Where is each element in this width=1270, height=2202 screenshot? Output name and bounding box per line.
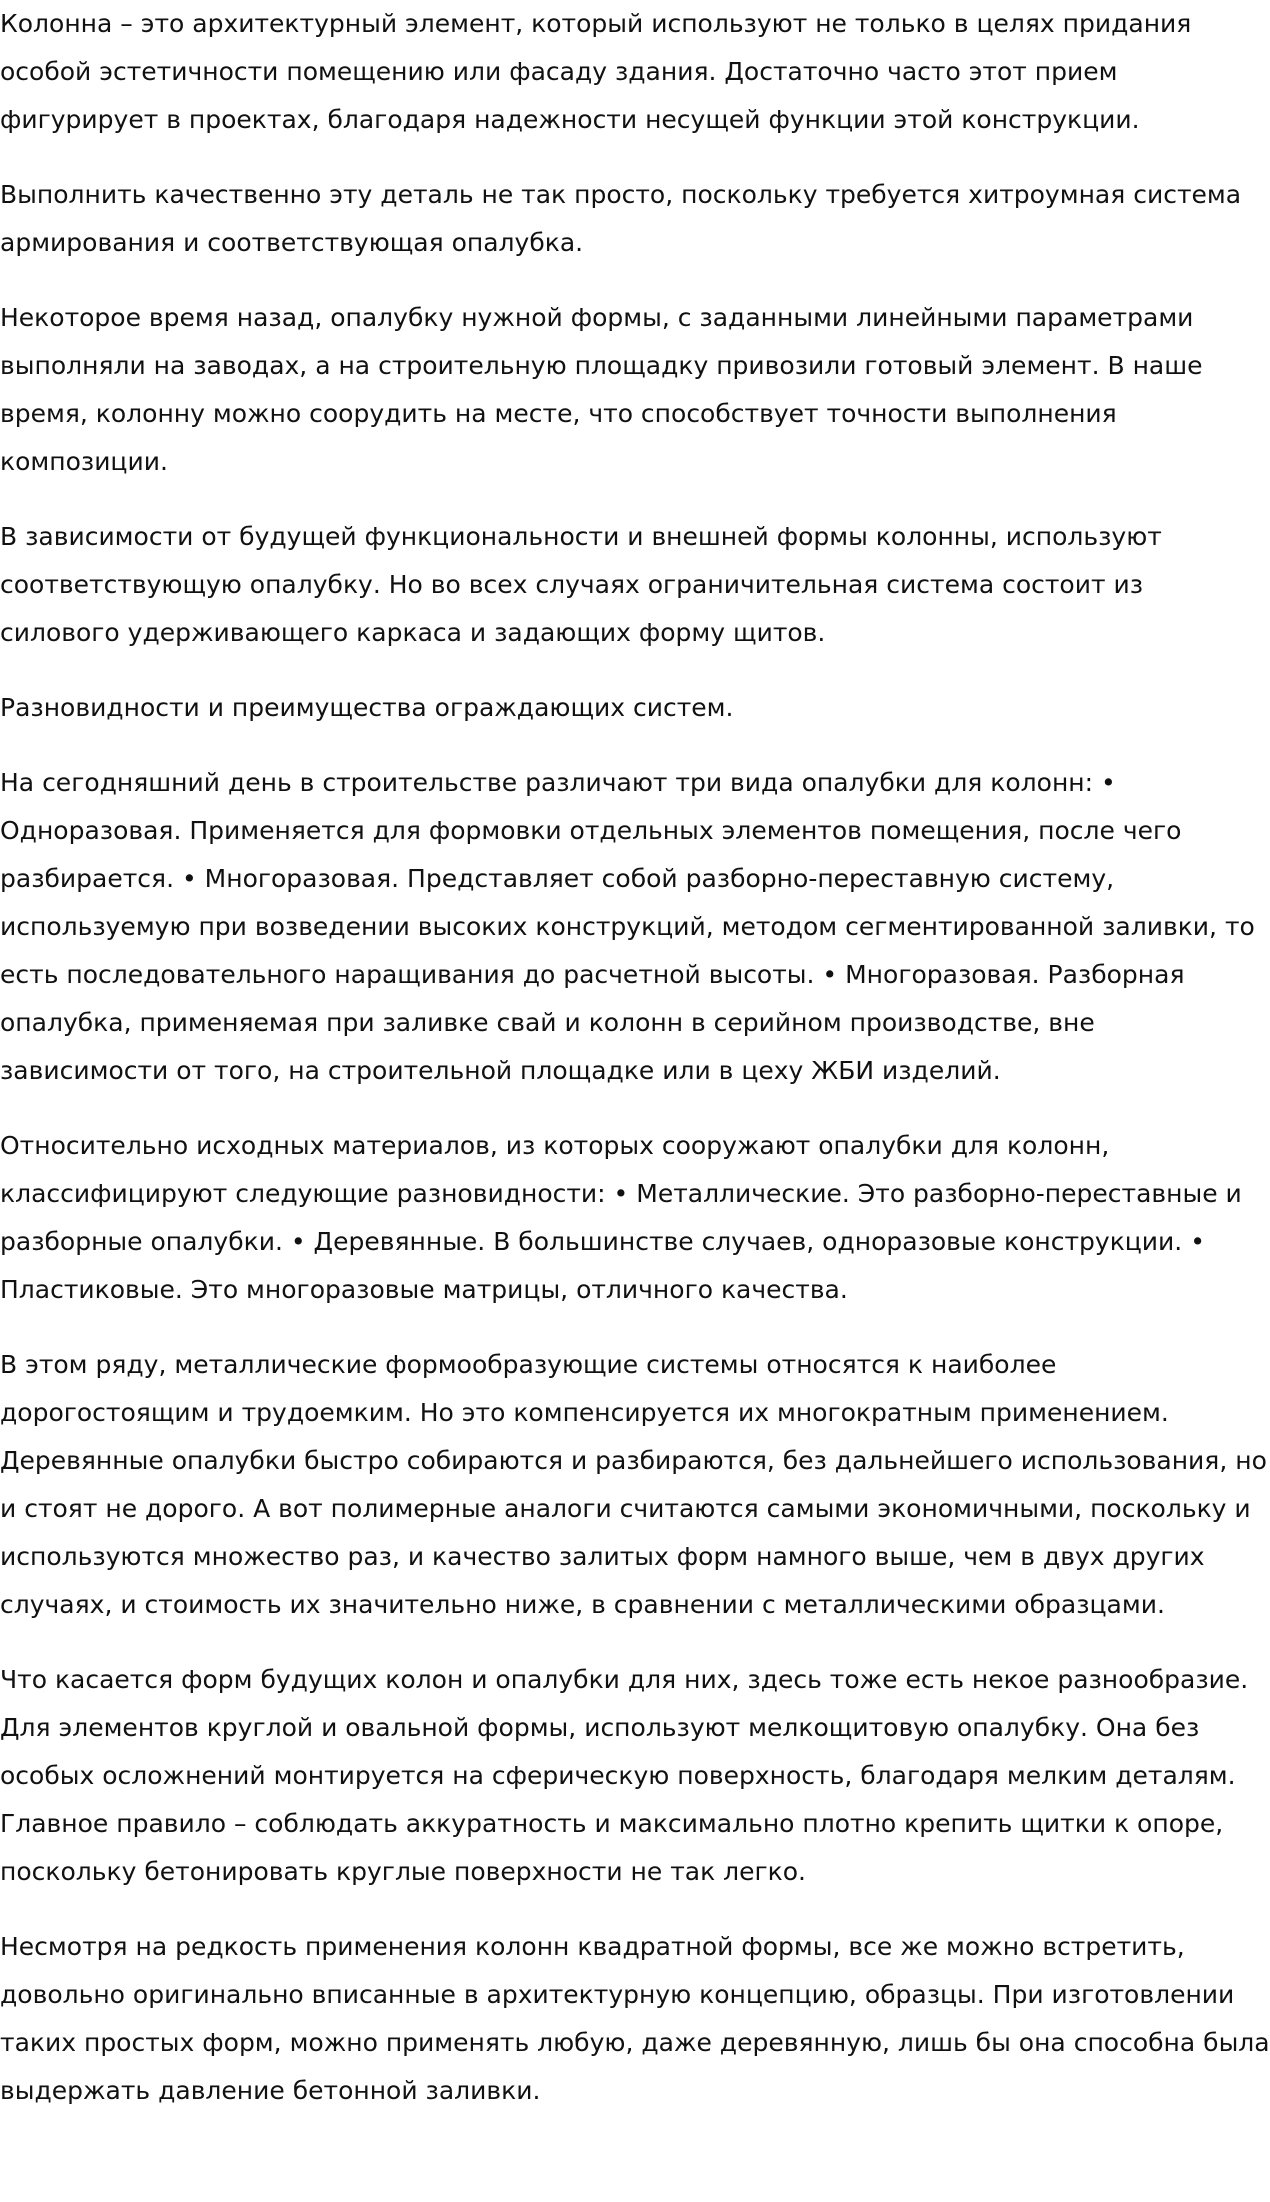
section-heading-types: Разновидности и преимущества ограждающих систем. xyxy=(0,693,734,722)
paragraph-cost-comparison: В этом ряду, металлические формообразующие системы относятся к наиболее дорогостоящим и трудоемким. Но это компенсируется их многократным применением. Деревянные опалубки быстро собираются и разбираются, без дальнейшего использования, но и стоят не дорого. А вот полимерные аналоги считаются самыми экономичными, поскольку и используются множество раз, и качество залитых форм намного выше, чем в двух других случаях, и стоимость их значительно ниже, в сравнении с металлическими образцами. xyxy=(0,1350,1267,1619)
paragraph-structure: В зависимости от будущей функциональности и внешней формы колонны, используют соответствующую опалубку. Но во всех случаях ограничительная система состоит из силового удерживающего каркаса и задающих форму щитов. xyxy=(0,522,1162,647)
paragraph-history: Некоторое время назад, опалубку нужной формы, с заданными линейными параметрами выполняли на заводах, а на строительную площадку привозили готовый элемент. В наше время, колонну можно соорудить на месте, что способствует точности выполнения композиции. xyxy=(0,303,1203,476)
paragraph-square-columns: Несмотря на редкость применения колонн квадратной формы, все же можно встретить, довольно оригинально вписанные в архитектурную концепцию, образцы. При изготовлении таких простых форм, можно применять любую, даже деревянную, лишь бы она способна была выдержать давление бетонной заливки. xyxy=(0,1932,1270,2105)
paragraph-round-columns: Что касается форм будущих колон и опалубки для них, здесь тоже есть некое разнообразие. Для элементов круглой и овальной формы, используют мелкощитовую опалубку. Она без особых осложнений монтируется на сферическую поверхность, благодаря мелким деталям. Главное правило – соблюдать аккуратность и максимально плотно крепить щитки к опоре, поскольку бетонировать круглые поверхности не так легко. xyxy=(0,1665,1249,1886)
paragraph-formwork-types: На сегодняшний день в строительстве различают три вида опалубки для колонн: • Одноразовая. Применяется для формовки отдельных элементов помещения, после чего разбирается. • Многоразовая. Представляет собой разборно-переставную систему, используемую при возведении высоких конструкций, методом сегментированной заливки, то есть последовательного наращивания до расчетной высоты. • Многоразовая. Разборная опалубка, применяемая при заливке свай и колонн в серийном производстве, вне зависимости от того, на строительной площадке или в цеху ЖБИ изделий. xyxy=(0,768,1255,1085)
paragraph-intro: Колонна – это архитектурный элемент, который используют не только в целях придания особой эстетичности помещению или фасаду здания. Достаточно часто этот прием фигурирует в проектах, благодаря надежности несущей функции этой конструкции. xyxy=(0,9,1192,134)
paragraph-reinforcement: Выполнить качественно эту деталь не так просто, поскольку требуется хитроумная система армирования и соответствующая опалубка. xyxy=(0,180,1242,257)
paragraph-materials: Относительно исходных материалов, из которых сооружают опалубки для колонн, классифицируют следующие разновидности: • Металлические. Это разборно-переставные и разборные опалубки. • Деревянные. В большинстве случаев, одноразовые конструкции. • Пластиковые. Это многоразовые матрицы, отличного качества. xyxy=(0,1131,1242,1304)
